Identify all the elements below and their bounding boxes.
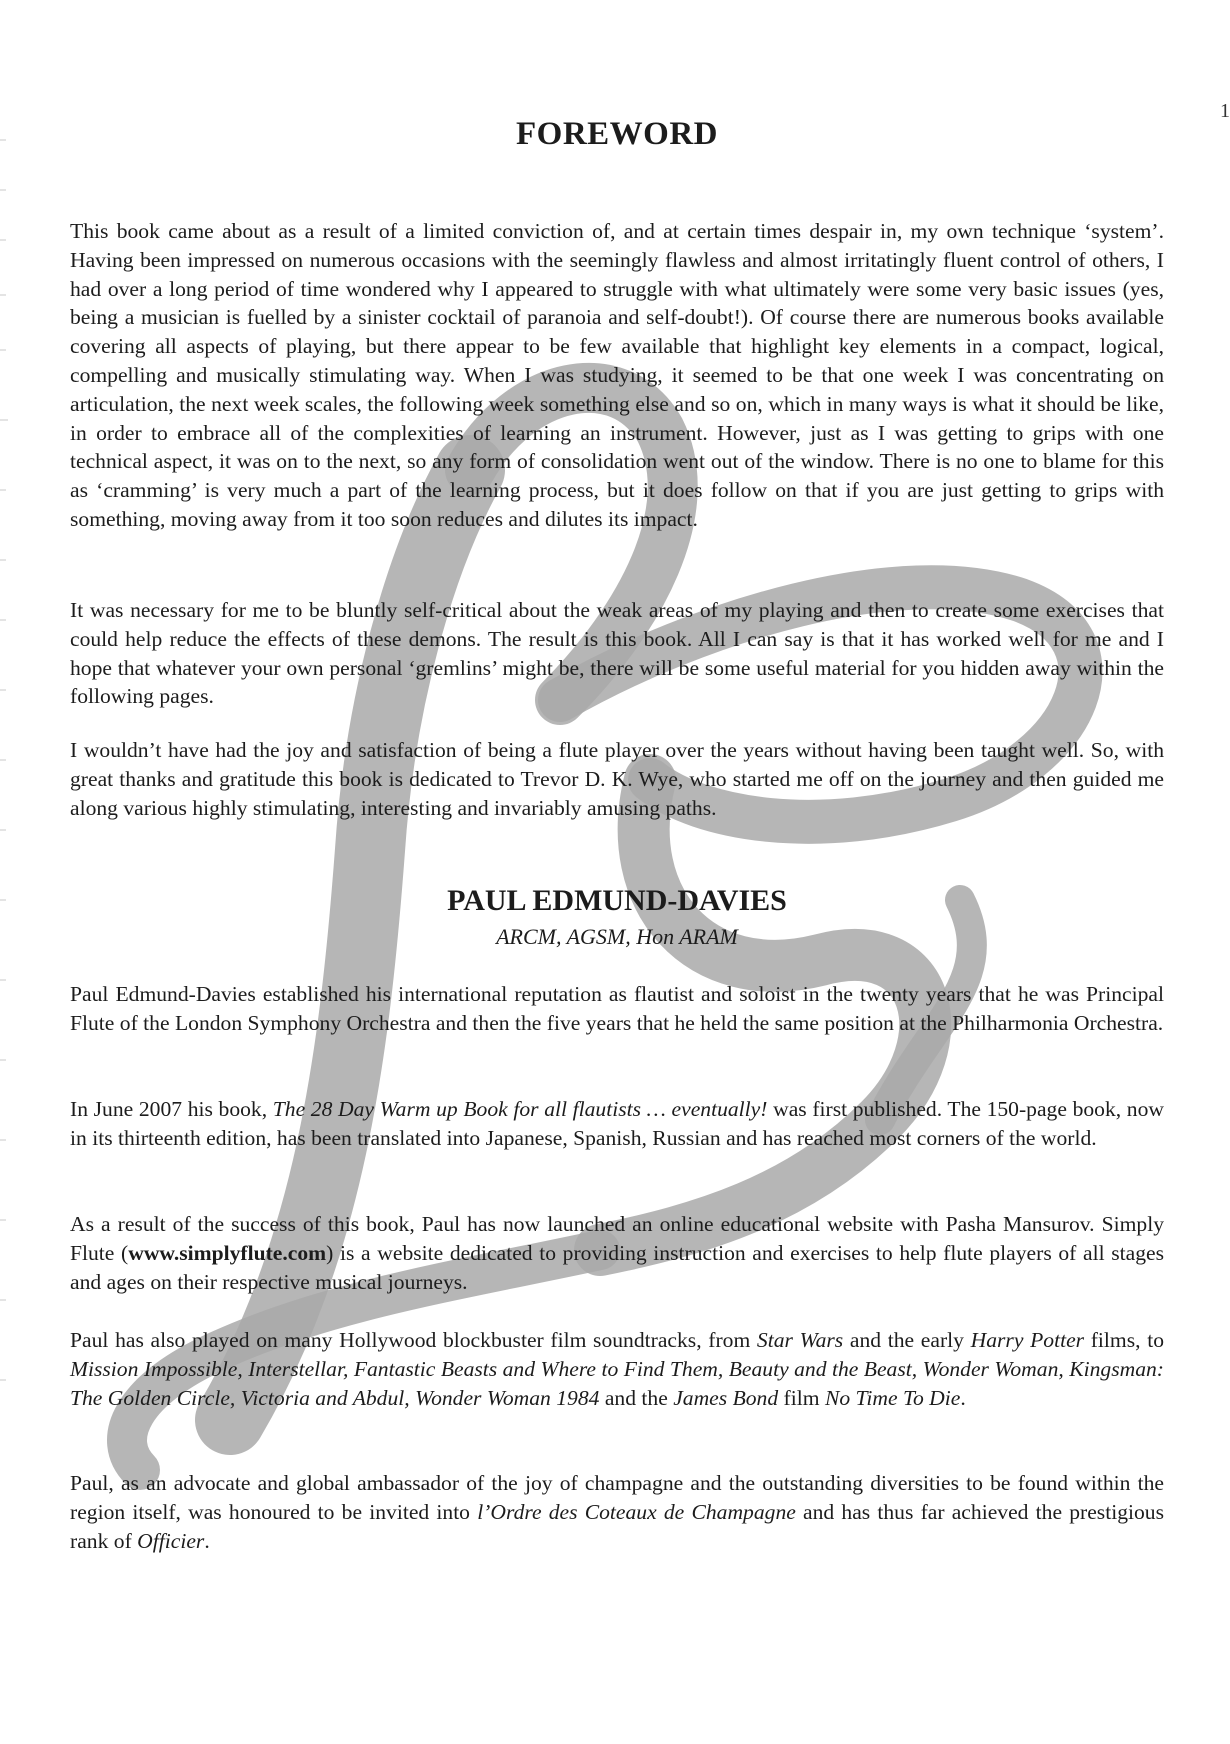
author-credentials: ARCM, AGSM, Hon ARAM [496, 924, 738, 949]
foreword-paragraph-1: This book came about as a result of a limited conviction of, and at certain times despair in, my own technique ‘system’. Having been impressed on numerous occasions with the seemingly flawless and almost irritatingly fluent control of others, I had over a long period of time wondered why I appeared to struggle with what ultimately were some very basic issues (yes, being a musician is fuelled by a sinister cocktail of paranoia and self-doubt!). Of course there are numerous books available covering all aspects of playing, but there appear to be few available that highlight key elements in a compact, logical, compelling and musically stimulating way. When I was studying, it seemed to be that one week I was concentrating on articulation, the next week scales, the following week something else and so on, which in many ways is what it should be like, in order to embrace all of the complexities of learning an instrument. However, just as I was getting to grips with one technical aspect, it was on to the next, so any form of consolidation went out of the window. There is no one to blame for this as ‘cramming’ is very much a part of the learning process, but it does follow on that if you are just getting to grips with something, moving away from it too soon reduces and dilutes its impact. [70, 219, 1164, 531]
foreword-paragraph-3: I wouldn’t have had the joy and satisfaction of being a flute player over the years without having been taught well. So, with great thanks and gratitude this book is dedicated to Trevor D. K. Wye, who started me off on the journey and then guided me along various highly stimulating, interesting and invariably amusing paths. [70, 738, 1164, 820]
film-list: Mission Impossible, Interstellar, Fantastic Beasts and Where to Find Them, Beauty and the Beast, Wonder Woman, Kingsman: The Golden Circle, Victoria and Abdul, Wonder Woman 1984 [70, 1356, 1164, 1410]
book-title: The 28 Day Warm up Book for all flautists … eventually! [272, 1097, 768, 1121]
film-star-wars: Star Wars [756, 1328, 844, 1352]
film-harry-potter: Harry Potter [970, 1328, 1085, 1352]
bio-p4-mid3: and the [599, 1385, 674, 1410]
bio-paragraph-1: Paul Edmund-Davies established his international reputation as flautist and soloist in the twenty years that he was Principal Flute of the London Symphony Orchestra and then the five years that he held the same position at the Philharmonia Orchestra. [70, 982, 1164, 1035]
rank-officier: Officier [137, 1528, 205, 1553]
bio-p4-mid2: films, to [1084, 1328, 1164, 1352]
bio-paragraph-4 [70, 1326, 1164, 1412]
bio-p2-lead: In June 2007 his book, [70, 1097, 273, 1121]
film-no-time-to-die: No Time To Die [824, 1385, 961, 1410]
author-name-heading: PAUL EDMUND-DAVIES [447, 884, 787, 917]
bio-p3-rest: ) is a website dedicated to providing instruction and exercises to help flute players of all stages and ages on their respective musical journeys. [70, 1240, 1164, 1294]
champagne-order: l’Ordre des Coteaux de Champagne [477, 1499, 796, 1524]
film-james-bond: James Bond [673, 1385, 779, 1410]
bio-paragraph-3 [70, 1210, 1164, 1296]
bio-p5-lead: Paul, as an advocate and global ambassador of the joy of champagne and the outstanding diversities to be found within the region itself, was honoured to be invited into [70, 1471, 1164, 1524]
website-url: www.simplyflute.com [128, 1240, 327, 1265]
bio-p5-mid: and has thus far achieved the prestigious rank of [70, 1499, 1164, 1553]
bio-p5-end: . [204, 1528, 210, 1553]
bio-p4-end: . [960, 1385, 966, 1410]
bio-paragraph-5 [70, 1469, 1164, 1555]
bio-p2-rest: was first published. The 150-page book, now in its thirteenth edition, has been translated into Japanese, Spanish, Russian and has reached most corners of the world. [70, 1097, 1164, 1150]
bio-paragraph-2 [70, 1095, 1164, 1153]
foreword-heading: FOREWORD [516, 116, 718, 152]
binding-marks [0, 0, 12, 1744]
page-number: 1 [1220, 100, 1230, 122]
bio-p4-mid1: and the early [843, 1328, 971, 1352]
bio-p3-lead: As a result of the success of this book, Paul has now launched an online educational website with Pasha Mansurov. Simply Flute ( [70, 1212, 1164, 1265]
bio-p4-lead: Paul has also played on many Hollywood blockbuster film soundtracks, from [70, 1328, 757, 1352]
bio-p4-mid4: film [778, 1385, 825, 1410]
foreword-paragraph-2: It was necessary for me to be bluntly self-critical about the weak areas of my playing and then to create some exercises that could help reduce the effects of these demons. The result is this book. All I can say is that it has worked well for me and I hope that whatever your own personal ‘gremlins’ might be, there will be some useful material for you hidden away within the following pages. [70, 598, 1164, 709]
